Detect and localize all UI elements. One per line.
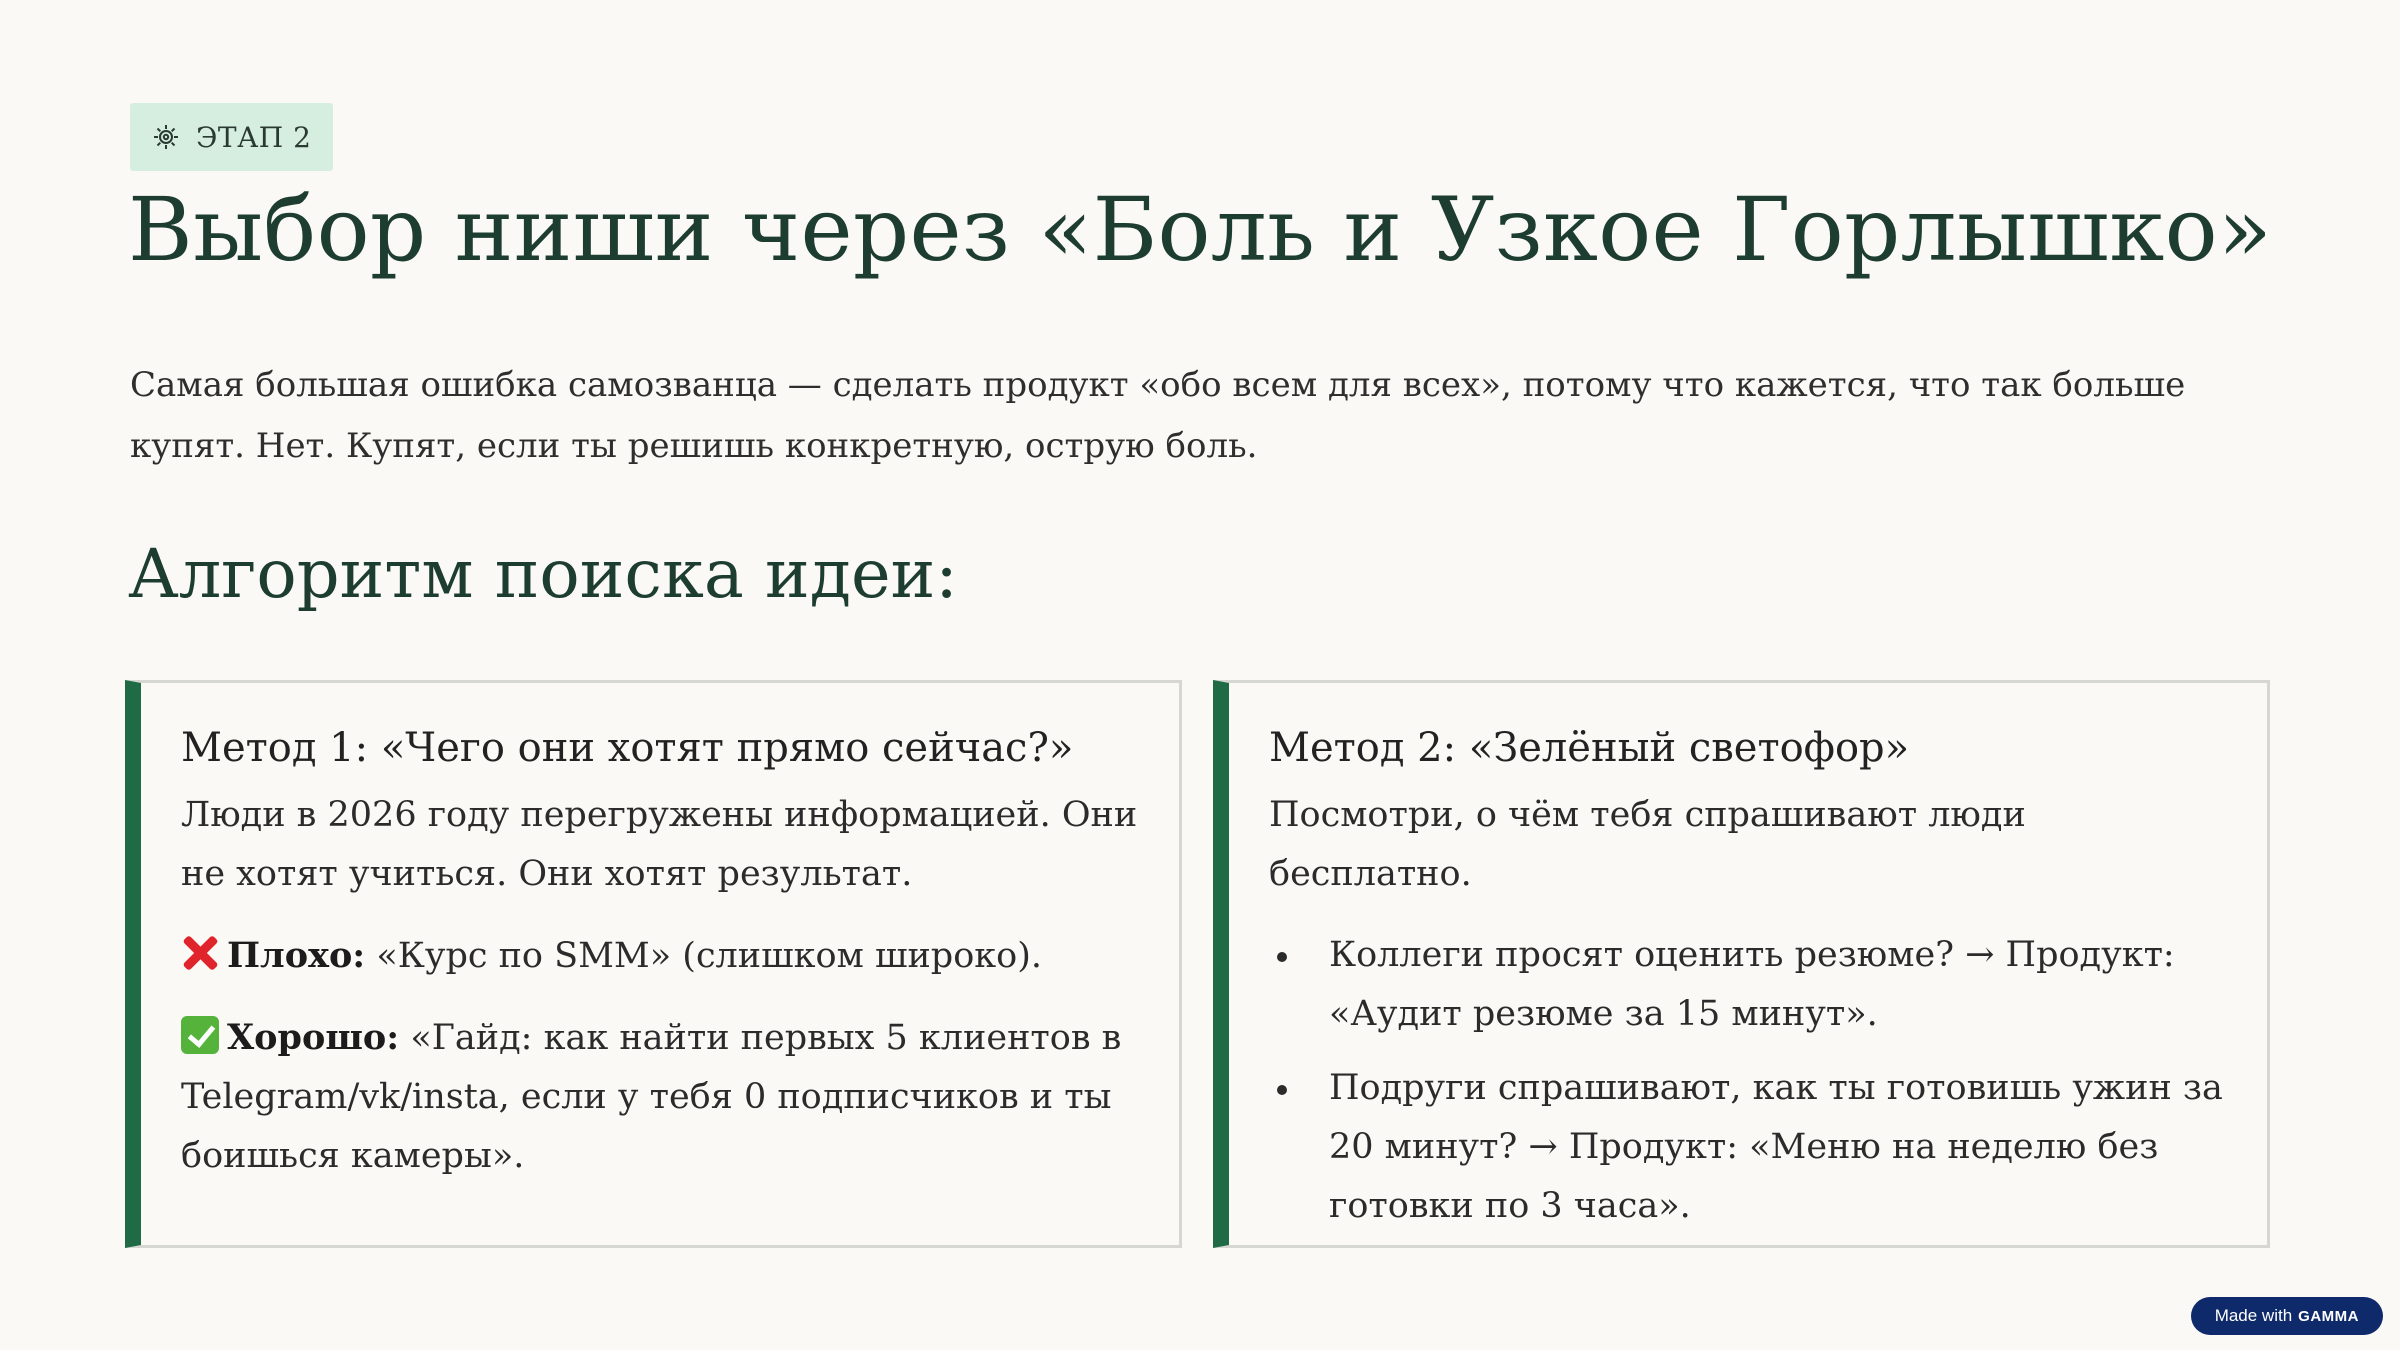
section-title: Алгоритм поиска идеи: <box>128 535 958 613</box>
cross-mark-icon <box>181 934 219 972</box>
intro-paragraph: Самая большая ошибка самозванца — сделать продукт «обо всем для всех», потому что кажется, что так больше купят. Нет. Купят, если ты решишь конкретную, острую боль. <box>130 365 2186 466</box>
method-1-bad-example <box>181 926 1139 986</box>
method-2-text: Посмотри, о чём тебя спрашивают люди бесплатно. <box>1269 795 2026 894</box>
check-mark-icon <box>181 1016 219 1054</box>
bad-text: «Курс по SMM» (слишком широко). <box>365 936 1043 976</box>
list-item: Коллеги просят оценить резюме? → Продукт: «Аудит резюме за 15 минут». <box>1269 926 2227 1044</box>
method-2-card <box>1213 680 2270 1248</box>
method-2-title: Метод 2: «Зелёный светофор» <box>1269 725 1910 771</box>
made-with-gamma-badge[interactable] <box>2191 1297 2383 1335</box>
method-2-list <box>1269 926 2227 1236</box>
method-1-good-example <box>181 1008 1139 1186</box>
method-1-title: Метод 1: «Чего они хотят прямо сейчас?» <box>181 725 1074 771</box>
stage-badge-label: ЭТАП 2 <box>196 120 312 154</box>
gamma-logo: GAMMA <box>2298 1307 2359 1325</box>
brain-gear-icon <box>150 121 182 153</box>
stage-badge <box>130 103 333 171</box>
method-1-text: Люди в 2026 году перегружены информацией. Они не хотят учиться. Они хотят результат. <box>181 795 1138 894</box>
bad-label: Плохо: <box>227 935 366 976</box>
page-title: Выбор ниши через «Боль и Узкое Горлышко» <box>128 178 2273 281</box>
method-1-card <box>125 680 1182 1248</box>
good-label: Хорошо: <box>227 1017 400 1058</box>
list-item: Подруги спрашивают, как ты готовишь ужин за 20 минут? → Продукт: «Меню на неделю без готовки по 3 часа». <box>1269 1059 2227 1236</box>
good-text: «Гайд: как найти первых 5 клиентов в Telegram/vk/insta, если у тебя 0 подписчиков и ты боишься камеры». <box>181 1018 1122 1176</box>
made-with-label: Made with <box>2214 1306 2293 1325</box>
